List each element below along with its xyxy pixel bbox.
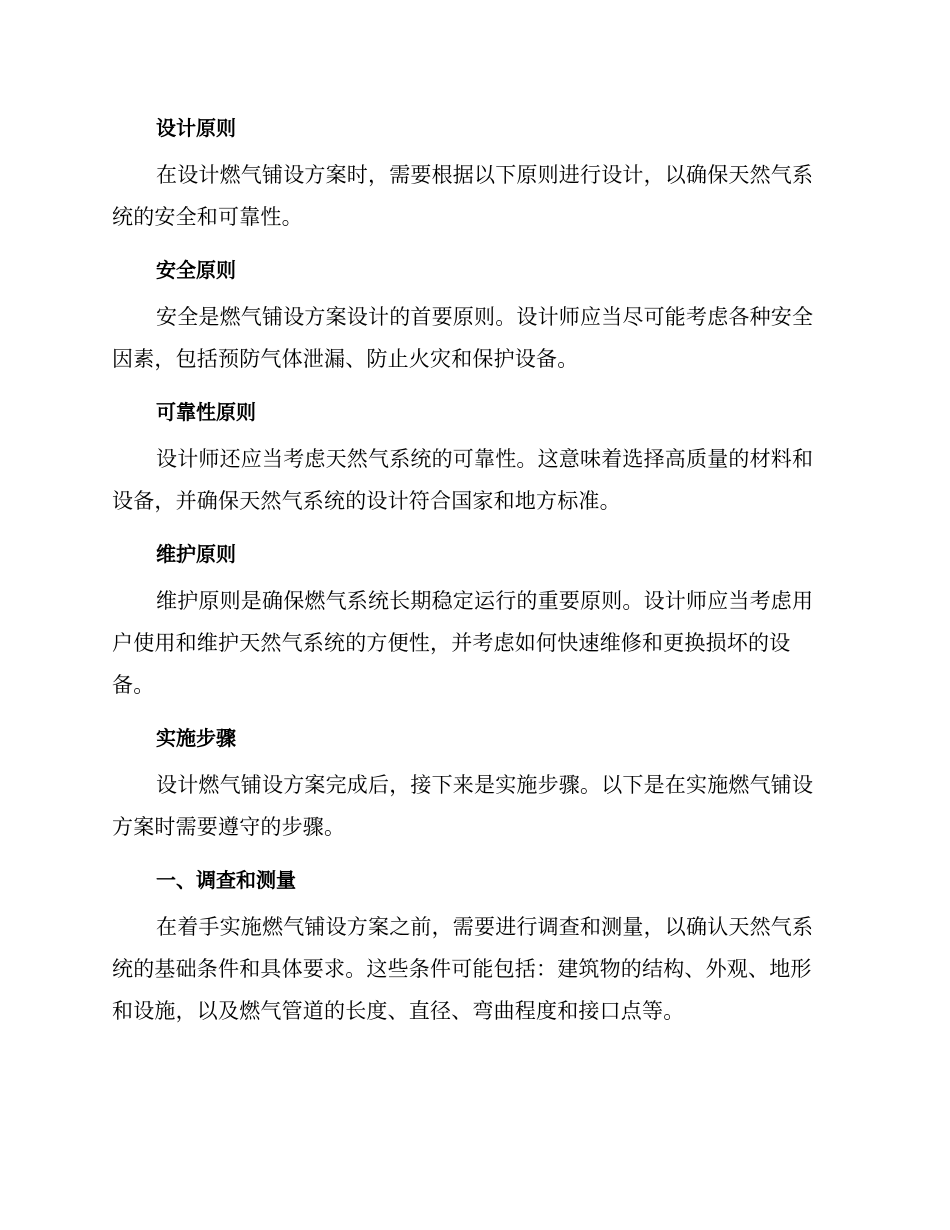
section-paragraph-implementation-steps: 设计燃气铺设方案完成后，接下来是实施步骤。以下是在实施燃气铺设方案时需要遵守的步骤。 [112,773,814,839]
section-heading-safety-principle: 安全原则 [156,258,236,282]
section-heading-maintenance-principle: 维护原则 [156,542,236,566]
section-paragraph-safety-principle: 安全是燃气铺设方案设计的首要原则。设计师应当尽可能考虑各种安全因素，包括预防气体泄漏、防止火灾和保护设备。 [112,305,814,371]
section-paragraph-survey-measurement: 在着手实施燃气铺设方案之前，需要进行调查和测量，以确认天然气系统的基础条件和具体要求。这些条件可能包括：建筑物的结构、外观、地形和设施，以及燃气管道的长度、直径、弯曲程度和接口点等。 [112,915,814,1023]
section-paragraph-maintenance-principle: 维护原则是确保燃气系统长期稳定运行的重要原则。设计师应当考虑用户使用和维护天然气系统的方便性，并考虑如何快速维修和更换损坏的设备。 [112,589,814,697]
document-body [112,108,832,1044]
section-paragraph-reliability-principle: 设计师还应当考虑天然气系统的可靠性。这意味着选择高质量的材料和设备，并确保天然气系统的设计符合国家和地方标准。 [112,447,814,513]
section-heading-reliability-principle: 可靠性原则 [156,400,256,424]
section-heading-survey-measurement: 一、调查和测量 [156,868,296,892]
section-paragraph-design-principles: 在设计燃气铺设方案时，需要根据以下原则进行设计，以确保天然气系统的安全和可靠性。 [112,163,814,229]
section-heading-implementation-steps: 实施步骤 [156,726,236,750]
section-heading-design-principles: 设计原则 [156,116,236,140]
